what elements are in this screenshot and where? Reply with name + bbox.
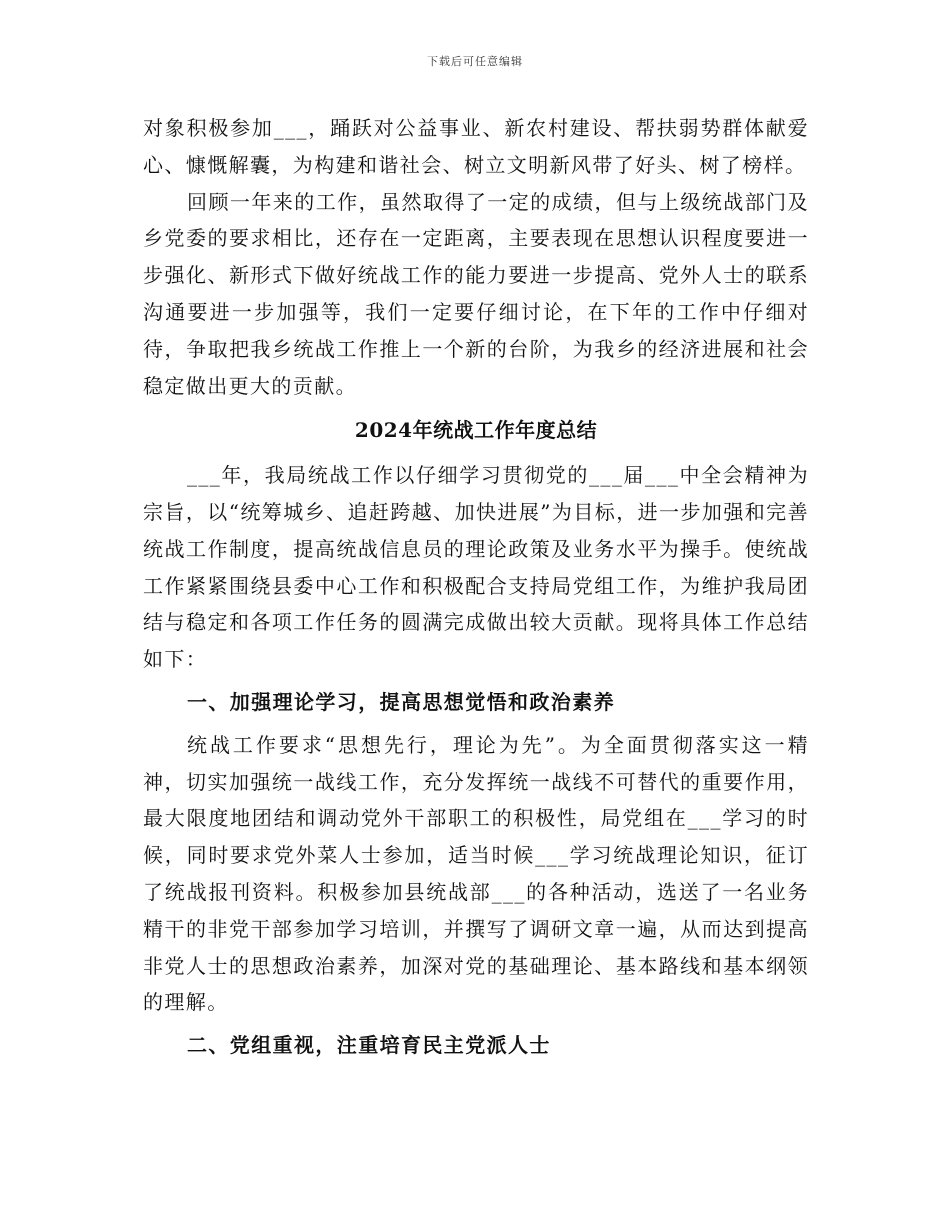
paragraph-continuation: 对象积极参加___，踊跃对公益事业、新农村建设、帮扶弱势群体献爱心、慷慨解囊，为构建和谐社会、树立文明新风带了好头、树了榜样。 bbox=[143, 116, 809, 177]
paragraph-theory-study: 统战工作要求“思想先行，理论为先”。为全面贯彻落实这一精神，切实加强统一战线工作，充分发挥统一战线不可替代的重要作用，最大限度地团结和调动党外干部职工的积极性，局党组在___学习的时候，同时要求党外菜人士参加，适当时候___学习统战理论知识，征订了统战报刊资料。积极参加县统战部___的各种活动，选送了一名业务精干的非党干部参加学习培训，并撰写了调研文章一遍，从而达到提高非党人士的思想政治素养，加深对党的基础理论、基本路线和基本纲领的理解。 bbox=[143, 732, 809, 1015]
document-title: 2024年统战工作年度总结 bbox=[354, 418, 598, 443]
paragraph-review: 回顾一年来的工作，虽然取得了一定的成绩，但与上级统战部门及乡党委的要求相比，还存在一定距离，主要表现在思想认识程度要进一步强化、新形式下做好统战工作的能力要进一步提高、党外人士的联系沟通要进一步加强等，我们一定要仔细讨论，在下年的工作中仔细对待，争取把我乡统战工作推上一个新的台阶，为我乡的经济进展和社会稳定做出更大的贡献。 bbox=[143, 189, 809, 398]
paragraph-intro: ___年，我局统战工作以仔细学习贯彻党的___届___中全会精神为宗旨，以“统筹城乡、追赶跨越、加快进展”为目标，进一步加强和完善统战工作制度，提高统战信息员的理论政策及业务水平为操手。使统战工作紧紧围绕县委中心工作和积极配合支持局党组工作，为维护我局团结与稳定和各项工作任务的圆满完成做出较大贡献。现将具体工作总结如下： bbox=[143, 463, 809, 672]
page-header: 下载后可任意编辑 bbox=[427, 55, 523, 68]
section-heading-2: 二、党组重视，注重培育民主党派人士 bbox=[187, 1033, 551, 1058]
section-heading-1: 一、加强理论学习，提高思想觉悟和政治素养 bbox=[187, 689, 615, 714]
document-body bbox=[143, 110, 809, 1064]
